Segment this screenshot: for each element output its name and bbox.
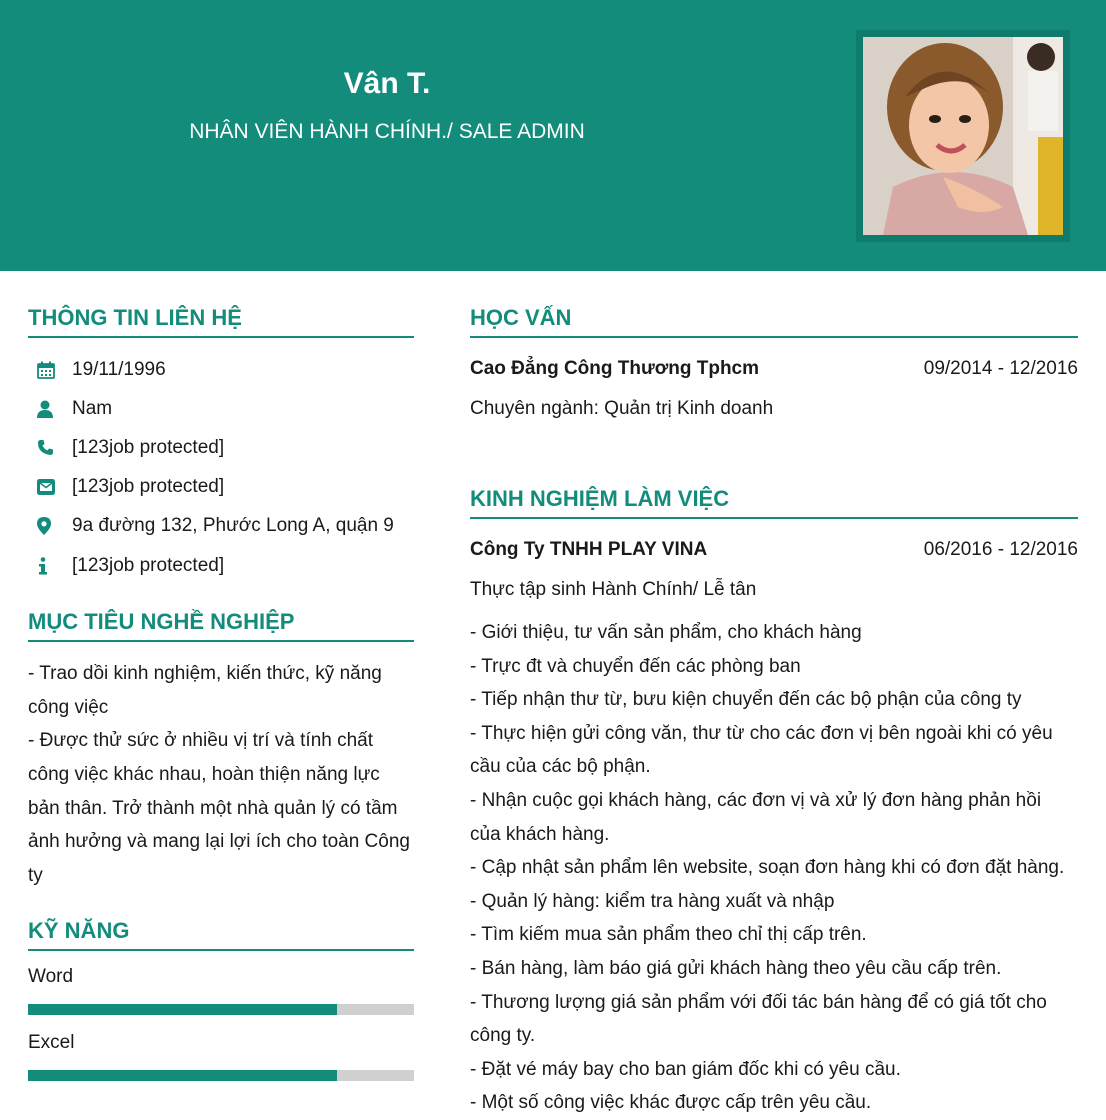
left-column: [28, 305, 414, 1098]
map-pin-icon: [28, 517, 64, 535]
skill-word: [28, 966, 414, 1015]
duty-line: công ty.: [470, 1025, 536, 1047]
contact-item-birthdate: [28, 350, 414, 389]
calendar-icon: [28, 361, 64, 379]
objective-line: công việc: [28, 696, 109, 718]
contact-item-phone: [28, 428, 414, 467]
duty-line: - Đặt vé máy bay cho ban giám đốc khi có yêu cầu.: [470, 1058, 901, 1080]
duty-line: - Quản lý hàng: kiểm tra hàng xuất và nhập: [470, 890, 835, 912]
contact-item-gender: [28, 389, 414, 428]
skill-bar-track: [28, 1070, 414, 1081]
info-icon: [28, 557, 64, 575]
duty-line: của khách hàng.: [470, 823, 610, 845]
duty-line: - Nhận cuộc gọi khách hàng, các đơn vị và xử lý đơn hàng phản hồi: [470, 789, 1042, 811]
experience-duties: [470, 616, 1078, 1120]
education-major: Chuyên ngành: Quản trị Kinh doanh: [470, 398, 774, 419]
job-title: NHÂN VIÊN HÀNH CHÍNH./ SALE ADMIN: [189, 120, 585, 143]
experience-heading: KINH NGHIỆM LÀM VIỆC: [470, 486, 1078, 519]
profile-photo: [863, 37, 1063, 235]
objective-heading: MỤC TIÊU NGHỀ NGHIỆP: [28, 609, 414, 642]
objective-line: ty: [28, 864, 43, 886]
skill-label: Excel: [28, 1032, 75, 1054]
duty-line: cầu của các bộ phận.: [470, 756, 651, 778]
skill-excel: [28, 1032, 414, 1081]
objective-line: - Được thử sức ở nhiều vị trí và tính chất: [28, 730, 374, 752]
duty-line: - Cập nhật sản phẩm lên website, soạn đơn hàng khi có đơn đặt hàng.: [470, 857, 1065, 879]
duty-line: - Tiếp nhận thư từ, bưu kiện chuyển đến các bộ phận của công ty: [470, 689, 1022, 711]
objective-line: - Trao dồi kinh nghiệm, kiến thức, kỹ năng: [28, 663, 382, 685]
duty-line: - Trực đt và chuyển đến các phòng ban: [470, 655, 801, 677]
education-heading: HỌC VẤN: [470, 305, 1078, 338]
contact-item-other: [28, 546, 414, 585]
duty-line: - Tìm kiếm mua sản phẩm theo chỉ thị cấp trên.: [470, 924, 867, 946]
contact-item-address: [28, 507, 414, 546]
objective-line: bản thân. Trở thành một nhà quản lý có tầm: [28, 797, 398, 819]
candidate-name: Vân T.: [343, 67, 431, 100]
objective-line: ảnh hưởng và mang lại lợi ích cho toàn Công: [28, 831, 410, 853]
contact-phone: [123job protected]: [72, 436, 225, 458]
header-banner: [0, 0, 1106, 271]
duty-line: - Bán hàng, làm báo giá gửi khách hàng theo yêu cầu cấp trên.: [470, 957, 1002, 979]
experience-row: [470, 539, 1078, 561]
skill-bar-fill: [28, 1070, 337, 1081]
skill-label: Word: [28, 966, 74, 988]
company-name: Công Ty TNHH PLAY VINA: [470, 539, 708, 560]
contact-email: [123job protected]: [72, 476, 225, 498]
contact-birthdate: 19/11/1996: [72, 358, 166, 380]
contact-address: 9a đường 132, Phước Long A, quận 9: [72, 515, 394, 537]
education-row: [470, 358, 1078, 380]
duty-line: - Một số công việc khác được cấp trên yêu cầu.: [470, 1092, 872, 1114]
contact-item-email: [28, 468, 414, 507]
email-icon: [28, 479, 64, 495]
objective-text: [28, 657, 414, 892]
duty-line: - Thực hiện gửi công văn, thư từ cho các đơn vị bên ngoài khi có yêu: [470, 722, 1053, 744]
profile-photo-frame: [856, 30, 1070, 242]
contact-list: [28, 350, 414, 585]
duty-line: - Thương lượng giá sản phẩm với đối tác bán hàng để có giá tốt cho: [470, 991, 1047, 1013]
contact-other: [123job protected]: [72, 554, 225, 576]
phone-icon: [28, 439, 64, 456]
right-column: [470, 305, 1078, 1120]
objective-line: công việc khác nhau, hoàn thiện năng lực: [28, 763, 380, 785]
skill-bar-fill: [28, 1004, 337, 1015]
skills-heading: KỸ NĂNG: [28, 918, 414, 951]
experience-role: Thực tập sinh Hành Chính/ Lễ tân: [470, 579, 757, 600]
contact-gender: Nam: [72, 397, 113, 419]
contact-heading: THÔNG TIN LIÊN HỆ: [28, 305, 414, 338]
experience-period: 06/2016 - 12/2016: [923, 539, 1078, 560]
duty-line: - Giới thiệu, tư vấn sản phẩm, cho khách hàng: [470, 622, 862, 643]
skill-bar-track: [28, 1004, 414, 1015]
education-period: 09/2014 - 12/2016: [923, 358, 1078, 379]
school-name: Cao Đẳng Công Thương Tphcm: [470, 358, 760, 379]
user-icon: [28, 400, 64, 418]
